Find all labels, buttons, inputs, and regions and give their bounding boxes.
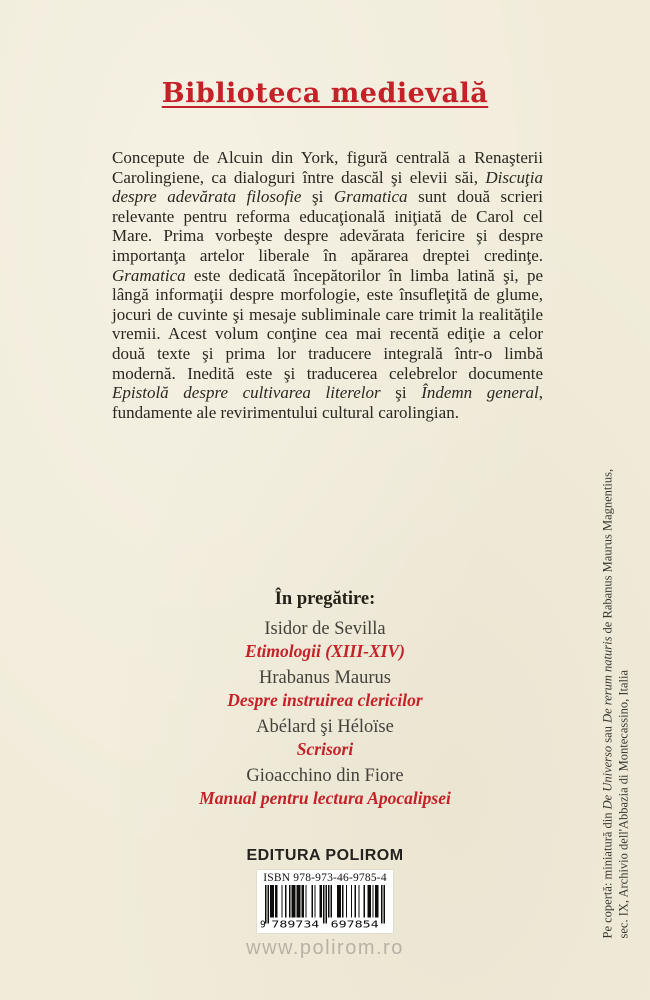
upcoming-heading: În pregătire: <box>274 589 376 609</box>
upcoming-author: Isidor de Sevilla <box>264 619 386 639</box>
synopsis-text: Concepute de Alcuin din York, figură centrală a Renaşterii Carolingiene, ca dialoguri între dascăl şi elevii săi, Discuţia despre adevărata filosofie şi Gramatica sunt două scrieri relevante pentru reforma educaţională iniţiată de Carol cel Mare. Prima vorbeşte despre adevărata fericire şi despre importanţa artelor liberale în apărarea dreptei credinţe. Gramatica este dedicată începătorilor în limba latină şi, pe lângă informaţii despre morfologie, este însufleţită de glume, jocuri de cuvinte şi mesaje subliminale care trimit la realităţile vremii. Acest volum conţine cea mai recentă ediţie a celor două texte şi prima lor traducere integrală într-o limbă modernă. Inedită este şi traducerea celebrelor documente Epistolă despre cultivarea literelor şi Îndemn general, fundamente ale revirimentului cultural carolingian. <box>112 148 543 422</box>
publisher-website: www.polirom.ro <box>246 937 404 959</box>
ean13-barcode-icon <box>260 885 390 929</box>
cover-credit-note <box>600 409 633 939</box>
cover-credit-line1: Pe copertă: miniatură din De Universo sau De rerum naturis de Rabanus Maurus Magnentius, <box>600 468 615 939</box>
upcoming-author: Gioacchino din Fiore <box>246 766 404 786</box>
upcoming-title: Manual pentru lectura Apocalipsei <box>199 788 451 808</box>
upcoming-title: Scrisori <box>296 739 354 759</box>
isbn-label: ISBN 978-973-46-9785-4 <box>263 872 387 884</box>
upcoming-title: Etimologii (XIII-XIV) <box>245 641 405 661</box>
list-item <box>0 765 650 809</box>
series-title: Biblioteca medievală <box>161 78 489 109</box>
upcoming-title: Despre instruirea clericilor <box>227 690 423 710</box>
list-item <box>0 667 650 711</box>
upcoming-author: Hrabanus Maurus <box>258 668 392 688</box>
svg-text:9: 9 <box>260 919 266 929</box>
publisher-name: EDITURA POLIROM <box>246 847 404 864</box>
svg-text:789734: 789734 <box>271 919 320 929</box>
list-item <box>0 618 650 662</box>
isbn-barcode-box <box>257 870 393 933</box>
upcoming-section <box>0 588 650 814</box>
cover-credit-line2: sec. IX, Archivio dell'Abbazia di Montecassino, Italia <box>616 670 631 939</box>
upcoming-author: Abélard şi Héloïse <box>256 717 394 737</box>
list-item <box>0 716 650 760</box>
svg-text:697854: 697854 <box>330 919 379 929</box>
